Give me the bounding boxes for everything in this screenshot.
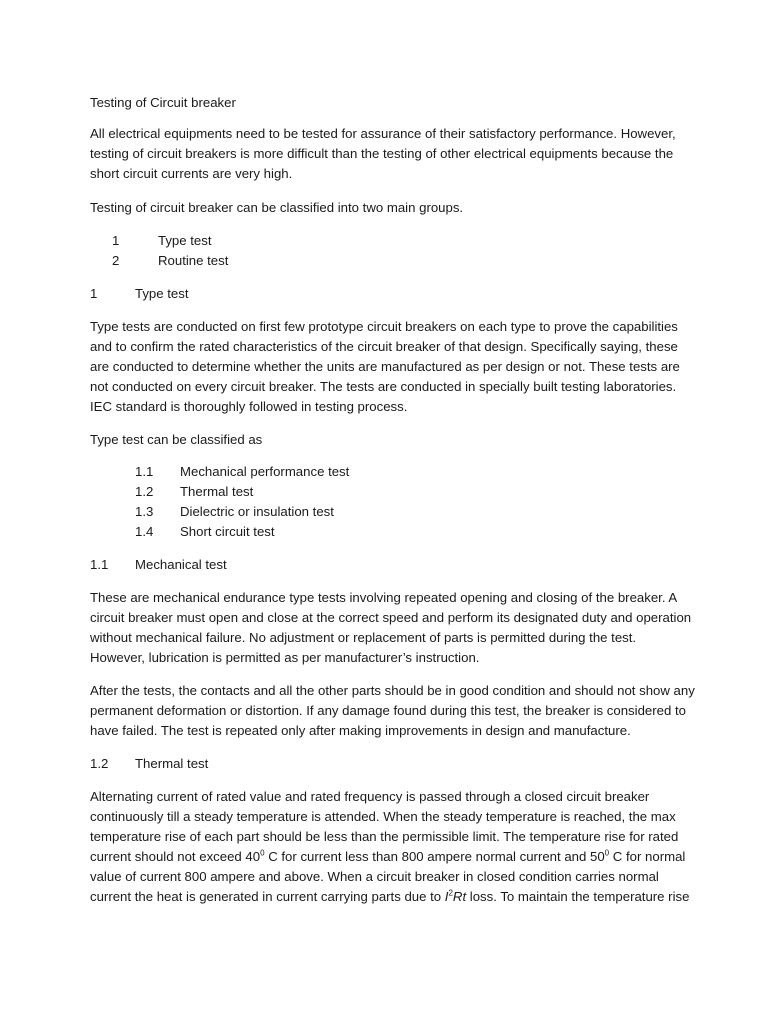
paragraph-line: After the tests, the contacts and all the other parts should be in good condition and should not show any [90,683,695,698]
paragraph-line: However, lubrication is permitted as per manufacturer’s instruction. [90,650,480,665]
list-item-label: Mechanical performance test [180,464,350,479]
list-item-label: Short circuit test [180,524,275,539]
list-item-number: 1 [112,233,120,248]
document-title: Testing of Circuit breaker [90,95,236,110]
text-run: loss. To maintain the temperature rise [466,889,690,904]
paragraph-line: without mechanical failure. No adjustment or replacement of parts is permitted during the test. [90,630,637,645]
text-run: current should not exceed 40 [90,849,261,864]
paragraph-line: are conducted to determine whether the units are manufactured as per design or not. These tests are [90,359,680,374]
list-item-number: 1.4 [135,524,154,539]
paragraph-line: Type tests are conducted on first few prototype circuit breakers on each type to prove the capabilities [90,319,678,334]
intro-line: testing of circuit breakers is more difficult than the testing of other electrical equipments because the [90,146,674,161]
paragraph-line: permanent deformation or distortion. If any damage found during this test, the breaker is considered to [90,703,686,718]
section-heading: Type test [135,286,189,301]
paragraph-line: continuously till a steady temperature is attended. When the steady temperature is reached, the max [90,809,676,824]
superscript: 2 [448,888,453,898]
text-run: current the heat is generated in current carrying parts due to [90,889,445,904]
classified-sentence: Type test can be classified as [90,432,263,447]
paragraph-line: Alternating current of rated value and rated frequency is passed through a closed circuit breaker [90,789,650,804]
paragraph-line: and to confirm the rated characteristics of the circuit breaker of that design. Specifically saying, these [90,339,678,354]
text-run: C for current less than 800 ampere normal current and 50 [264,849,605,864]
section-number: 1.1 [90,557,109,572]
paragraph-line: have failed. The test is repeated only after making improvements in design and manufacture. [90,723,631,738]
list-item-label: Dielectric or insulation test [180,504,334,519]
section-number: 1.2 [90,756,109,771]
section-heading: Mechanical test [135,557,227,572]
section-number: 1 [90,286,98,301]
paragraph-line: circuit breaker must open and close at the correct speed and perform its designated duty and operation [90,610,692,625]
paragraph-line: value of current 800 ampere and above. When a circuit breaker in closed condition carries normal [90,869,659,884]
list-item-label: Thermal test [180,484,254,499]
superscript: 0 [260,848,265,858]
list-item-number: 1.3 [135,504,154,519]
formula-variable: I [444,889,449,904]
intro-line: All electrical equipments need to be tested for assurance of their satisfactory performance. However, [90,126,676,141]
list-item-number: 1.1 [135,464,154,479]
paragraph-line: These are mechanical endurance type tests involving repeated opening and closing of the breaker. A [90,590,678,605]
paragraph-line: not conducted on every circuit breaker. The tests are conducted in specially built testing laboratories. [90,379,677,394]
list-item-number: 2 [112,253,120,268]
list-item-label: Routine test [158,253,229,268]
paragraph-line: IEC standard is thoroughly followed in testing process. [90,399,408,414]
paragraph-line [90,849,685,865]
intro-line: short circuit currents are very high. [90,166,293,181]
paragraph-line [90,889,689,905]
text-run: C for normal [609,849,686,864]
groups-sentence: Testing of circuit breaker can be classified into two main groups. [90,200,464,215]
paragraph-line: temperature rise of each part should be less than the permissible limit. The temperature rise for rated [90,829,679,844]
list-item-label: Type test [158,233,212,248]
list-item-number: 1.2 [135,484,154,499]
section-heading: Thermal test [135,756,209,771]
formula-variable: Rt [452,889,467,904]
superscript: 0 [604,848,610,858]
